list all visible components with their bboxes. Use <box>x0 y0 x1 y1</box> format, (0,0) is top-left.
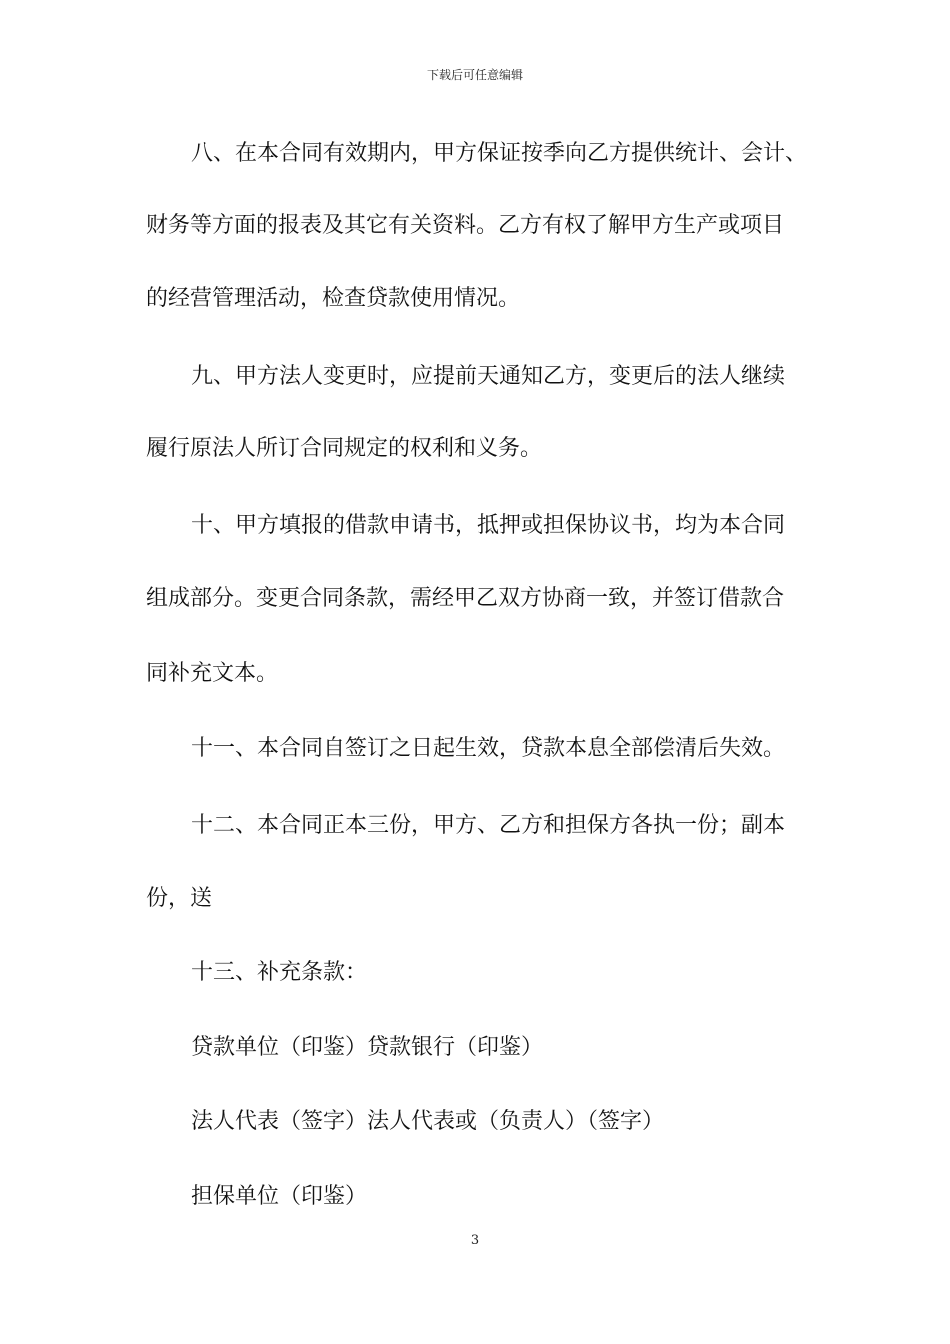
paragraph-line: 十三、补充条款： <box>191 960 368 985</box>
paragraph-line: 八、在本合同有效期内，甲方保证按季向乙方提供统计、会计、 <box>191 141 808 166</box>
paragraph-line: 九、甲方法人变更时，应提前天通知乙方，变更后的法人继续 <box>191 364 786 389</box>
page-header: 下载后可任意编辑 <box>426 68 523 82</box>
page-number: 3 <box>470 1233 480 1248</box>
paragraph-line: 履行原法人所订合同规定的权利和义务。 <box>146 436 543 461</box>
signature-line: 法人代表（签字）法人代表或（负责人）（签字） <box>191 1109 665 1134</box>
paragraph-line: 的经营管理活动，检查贷款使用情况。 <box>146 286 521 311</box>
paragraph-line: 份，送 <box>146 886 213 911</box>
paragraph-line: 十一、本合同自签订之日起生效，贷款本息全部偿清后失效。 <box>191 736 786 761</box>
signature-line: 贷款单位（印鉴）贷款银行（印鉴） <box>191 1035 544 1060</box>
paragraph-line: 组成部分。变更合同条款，需经甲乙双方协商一致，并签订借款合 <box>146 586 785 611</box>
paragraph-line: 十、甲方填报的借款申请书，抵押或担保协议书，均为本合同 <box>191 513 786 538</box>
paragraph-line: 同补充文本。 <box>146 661 279 686</box>
paragraph-line: 财务等方面的报表及其它有关资料。乙方有权了解甲方生产或项目 <box>146 213 785 238</box>
paragraph-line: 十二、本合同正本三份，甲方、乙方和担保方各执一份；副本 <box>191 813 786 838</box>
signature-line: 担保单位（印鉴） <box>191 1184 368 1209</box>
